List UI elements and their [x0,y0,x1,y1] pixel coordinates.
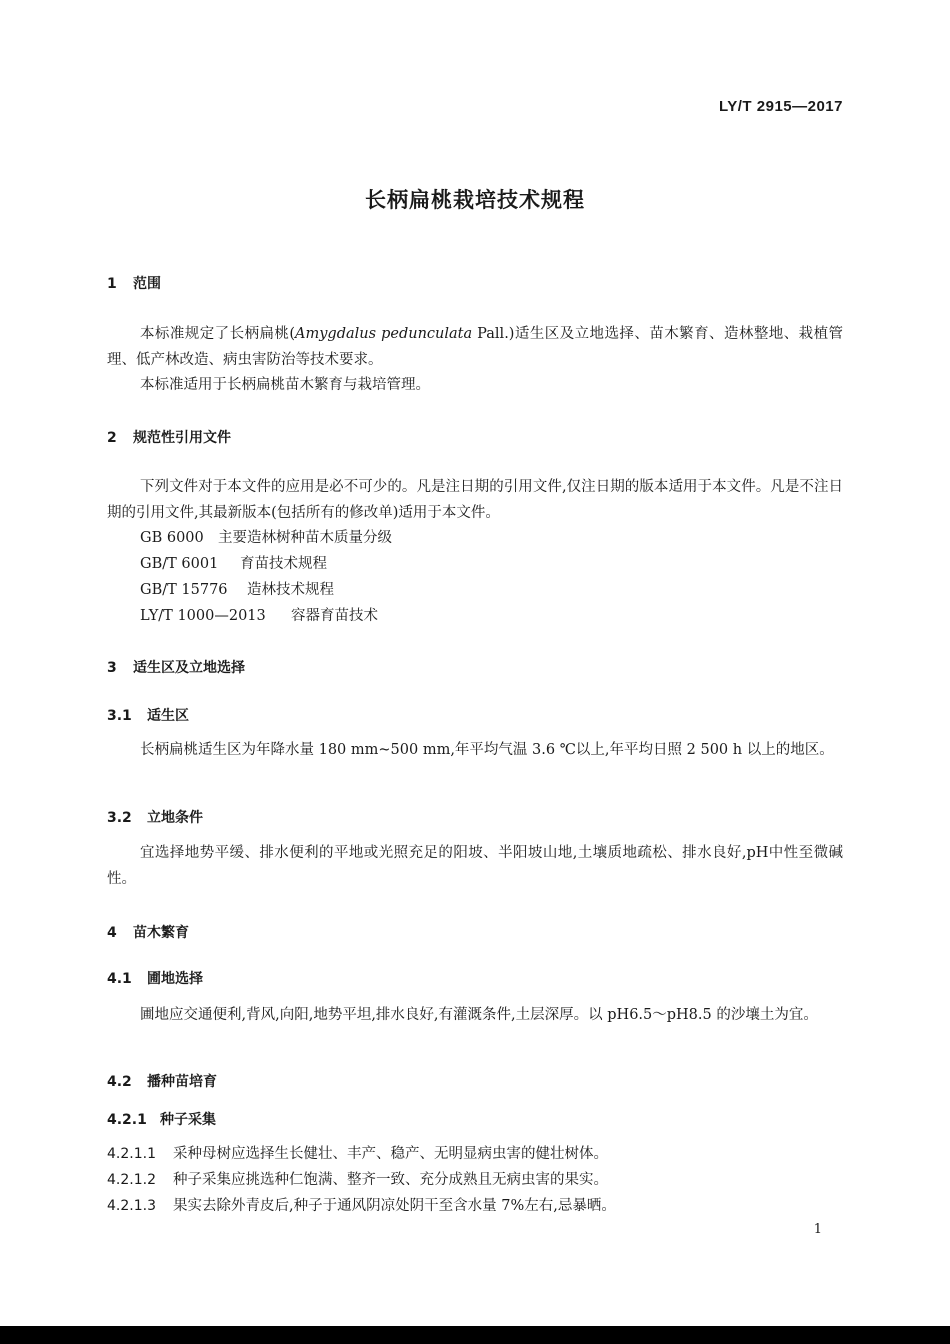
subsection-4-2-heading: 4.2 播种苗培育 [107,1074,217,1090]
subsection-3-2-heading: 3.2 立地条件 [107,810,203,826]
section-title: 范围 [133,276,161,292]
page-number: 1 [813,1222,822,1237]
section-2-heading [107,427,231,447]
subsection-3-1-paragraph: 长柄扁桃适生区为年降水量 180 mm~500 mm,年平均气温 3.6 ℃以上,年平均日照 2 500 h 以上的地区。 [140,742,834,758]
latin-name: Amygdalus pedunculata [295,326,473,342]
reference-item: GB/T 6001 育苗技术规程 [140,556,327,572]
clause-item: 4.2.1.2 种子采集应挑选种仁饱满、整齐一致、充分成熟且无病虫害的果实。 [107,1172,608,1188]
bottom-border [0,1326,950,1344]
document-title: 长柄扁桃栽培技术规程 [365,188,585,212]
clause-item: 4.2.1.3 果实去除外青皮后,种子于通风阴凉处阴干至含水量 7%左右,忌暴晒。 [107,1198,616,1214]
section-1-paragraph-2: 本标准适用于长柄扁桃苗木繁育与栽培管理。 [140,377,430,393]
subsection-4-1-paragraph: 圃地应交通便利,背风,向阳,地势平坦,排水良好,有灌溉条件,土层深厚。以 pH6.5～pH8.5 的沙壤土为宜。 [140,1007,818,1023]
section-3-heading [107,657,245,677]
section-1-paragraph-1: 本标准规定了长柄扁桃(Amygdalus pedunculata Pall.)适生区及立地选择、苗木繁育、造林整地、栽植管理、低产林改造、病虫害防治等技术要求。 [107,326,844,368]
subsection-4-2-1-heading: 4.2.1 种子采集 [107,1112,216,1128]
subsection-3-1-heading: 3.1 适生区 [107,708,189,724]
section-number: 3 [107,660,117,676]
section-title: 苗木繁育 [133,925,189,941]
standard-code: LY/T 2915—2017 [718,98,843,115]
reference-item: GB/T 15776 造林技术规程 [140,582,334,598]
subsection-3-2-paragraph: 宜选择地势平缓、排水便利的平地或光照充足的阳坡、半阳坡山地,土壤质地疏松、排水良好,pH中性至微碱性。 [107,845,843,887]
section-title: 适生区及立地选择 [133,660,245,676]
section-number: 4 [107,925,117,941]
reference-item: GB 6000 主要造林树种苗木质量分级 [140,530,392,546]
section-number: 1 [107,276,117,292]
section-4-heading [107,922,189,942]
subsection-4-1-heading: 4.1 圃地选择 [107,971,203,987]
clause-item: 4.2.1.1 采种母树应选择生长健壮、丰产、稳产、无明显病虫害的健壮树体。 [107,1146,608,1162]
section-number: 2 [107,430,117,446]
section-1-heading [107,273,161,293]
reference-item: LY/T 1000—2013 容器育苗技术 [140,608,378,624]
section-2-paragraph: 下列文件对于本文件的应用是必不可少的。凡是注日期的引用文件,仅注日期的版本适用于本文件。凡是不注日期的引用文件,其最新版本(包括所有的修改单)适用于本文件。 [107,479,843,521]
section-title: 规范性引用文件 [133,430,231,446]
